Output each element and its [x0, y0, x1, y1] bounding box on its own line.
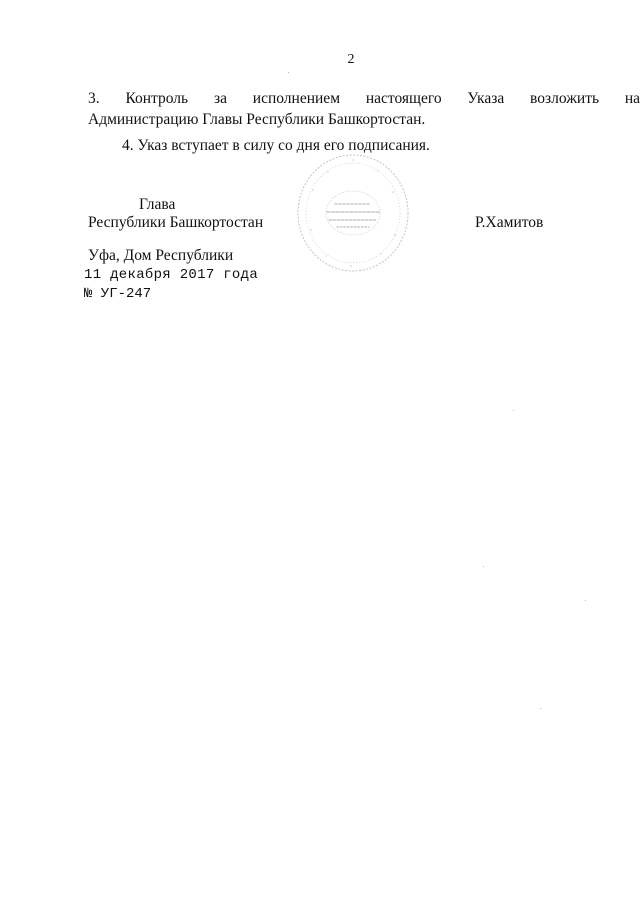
- paragraph-3-word: настоящего: [365, 90, 442, 107]
- paragraph-3-word: Указа: [467, 90, 505, 107]
- scan-speck: [585, 600, 586, 601]
- paragraph-4: 4. Указ вступает в силу со дня его подписания.: [122, 137, 430, 154]
- paragraph-3-word: исполнением: [252, 90, 340, 107]
- paragraph-3-word: за: [213, 90, 227, 107]
- signatory-name: Р.Хамитов: [475, 214, 544, 231]
- signatory-organization: Республики Башкортостан: [88, 214, 264, 231]
- scan-speck: [513, 410, 514, 411]
- page-number: 2: [347, 52, 355, 67]
- paragraph-3-line-1: [88, 84, 640, 113]
- official-seal-icon: [293, 150, 413, 280]
- signing-date: 11 декабря 2017 года: [84, 267, 259, 283]
- signatory-title: Глава: [139, 196, 176, 213]
- decree-number: № УГ-247: [84, 286, 152, 302]
- paragraph-3-word: 3. Контроль: [88, 90, 189, 107]
- paragraph-3-line-2: Администрацию Главы Республики Башкортостан.: [88, 111, 426, 128]
- signing-place: Уфа, Дом Республики: [88, 247, 234, 264]
- scan-speck: [540, 708, 541, 709]
- paragraph-3-word: на: [624, 90, 640, 107]
- paragraph-3-word: возложить: [530, 90, 600, 107]
- scan-speck: [288, 72, 289, 73]
- scan-speck: [483, 566, 484, 567]
